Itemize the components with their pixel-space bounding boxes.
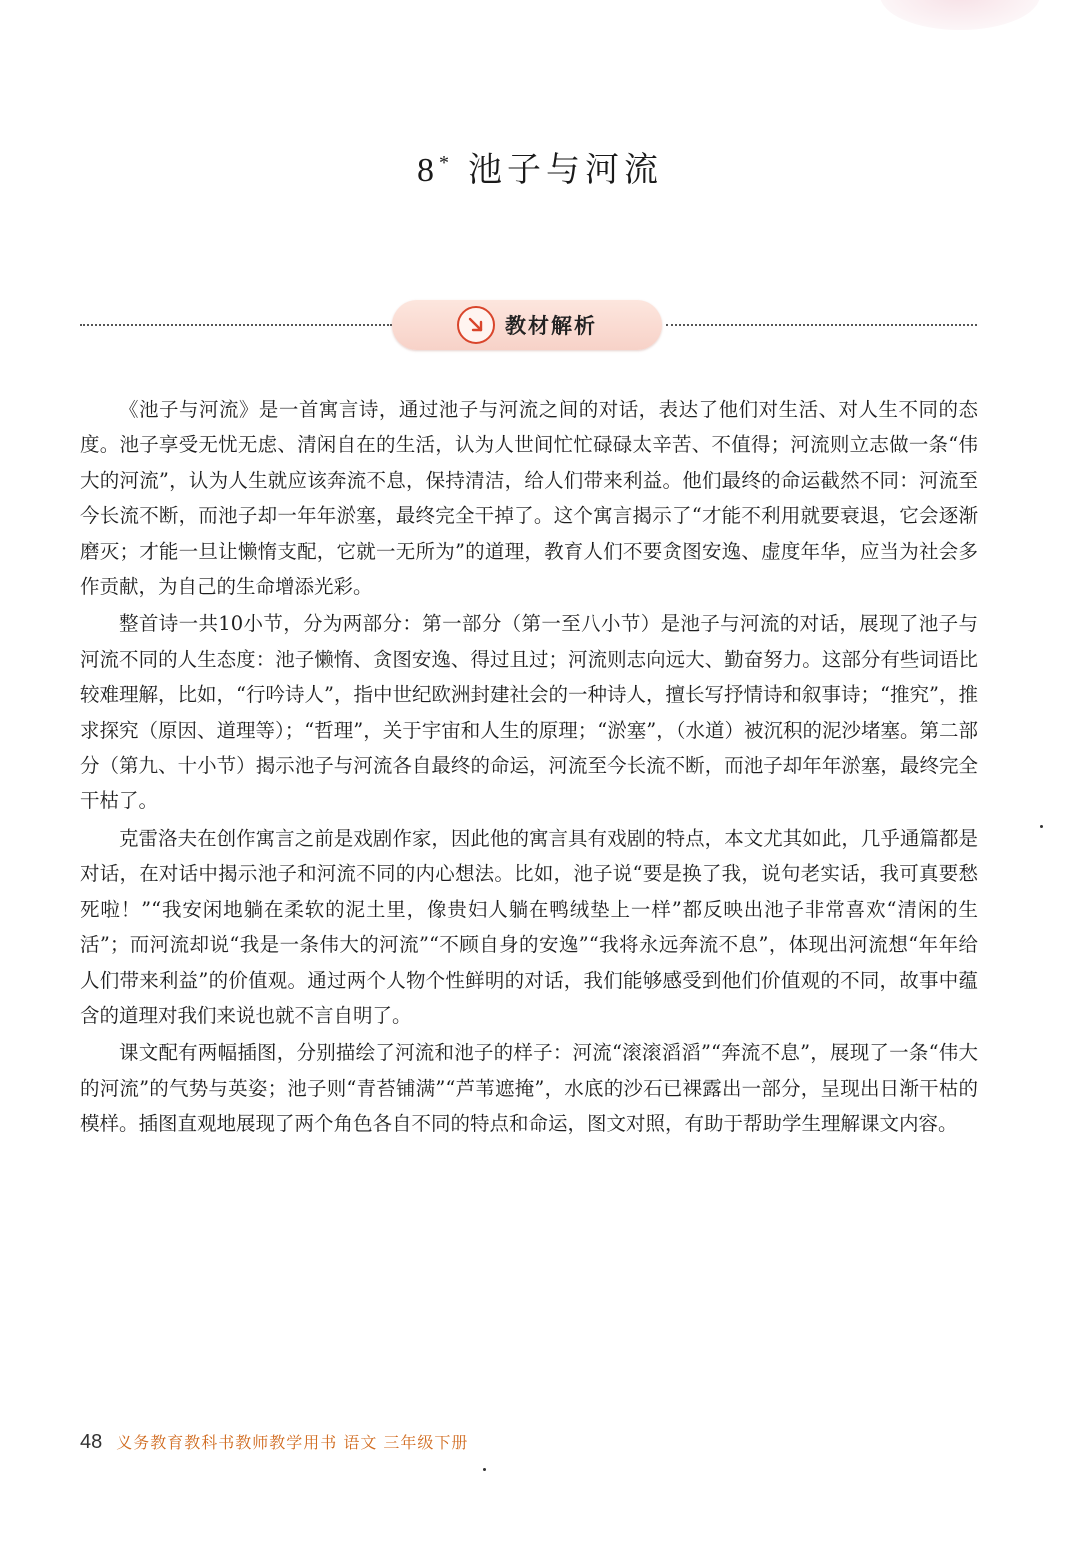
section-label: 教材解析 (505, 314, 597, 338)
lesson-number: 8 (417, 152, 439, 189)
dotted-divider-right (666, 324, 977, 326)
section-pill (392, 300, 662, 350)
page-footer (80, 1430, 468, 1454)
lesson-star: * (439, 152, 454, 174)
analysis-body (80, 392, 978, 1144)
paragraph: 课文配有两幅插图，分别描绘了河流和池子的样子：河流“滚滚滔滔”“奔流不息”，展现了一条“伟大的河流”的气势与英姿；池子则“青苔铺满”“芦苇遮掩”，水底的沙石已裸露出一部分，呈现出日渐干枯的模样。插图直观地展现了两个角色各自不同的特点和命运，图文对照，有助于帮助学生理解课文内容。 (80, 1041, 978, 1136)
page-corner-tint (880, 0, 1040, 30)
dotted-divider-left (80, 324, 392, 326)
arrow-circle-icon (457, 306, 495, 344)
paragraph: 克雷洛夫在创作寓言之前是戏剧作家，因此他的寓言具有戏剧的特点，本文尤其如此，几乎通篇都是对话，在对话中揭示池子和河流不同的内心想法。比如，池子说“要是换了我，说句老实话，我可真要愁死啦！”“我安闲地躺在柔软的泥土里，像贵妇人躺在鸭绒垫上一样”都反映出池子非常喜欢“清闲的生活”；而河流却说“我是一条伟大的河流”“不顾自身的安逸”“我将永远奔流不息”，体现出河流想“年年给人们带来利益”的价值观。通过两个人物个性鲜明的对话，我们能够感受到他们价值观的不同，故事中蕴含的道理对我们来说也就不言自明了。 (80, 826, 978, 1027)
scan-speck (1040, 825, 1043, 828)
section-header (80, 300, 977, 352)
scan-speck (483, 1468, 486, 1471)
lesson-title (0, 142, 1080, 191)
book-title: 义务教育教科书教师教学用书 语文 三年级下册 (116, 1433, 469, 1452)
page-number: 48 (80, 1431, 103, 1453)
paragraph: 整首诗一共10小节，分为两部分：第一部分（第一至八小节）是池子与河流的对话，展现了池子与河流不同的人生态度：池子懒惰、贪图安逸、得过且过；河流则志向远大、勤奋努力。这部分有些词语比较难理解，比如，“行吟诗人”，指中世纪欧洲封建社会的一种诗人，擅长写抒情诗和叙事诗；“推究”，推求探究（原因、道理等）；“哲理”，关于宇宙和人生的原理；“淤塞”，（水道）被沉积的泥沙堵塞。第二部分（第九、十小节）揭示池子与河流各自最终的命运，河流至今长流不断，而池子却年年淤塞，最终完全干枯了。 (80, 612, 978, 813)
paragraph: 《池子与河流》是一首寓言诗，通过池子与河流之间的对话，表达了他们对生活、对人生不同的态度。池子享受无忧无虑、清闲自在的生活，认为人世间忙忙碌碌太辛苦、不值得；河流则立志做一条“伟大的河流”，认为人生就应该奔流不息，保持清洁，给人们带来利益。他们最终的命运截然不同：河流至今长流不断，而池子却一年年淤塞，最终完全干掉了。这个寓言揭示了“才能不利用就要衰退，它会逐渐磨灭；才能一旦让懒惰支配，它就一无所为”的道理，教育人们不要贪图安逸、虚度年华，应当为社会多作贡献，为自己的生命增添光彩。 (80, 398, 978, 599)
lesson-title-text: 池子与河流 (468, 150, 663, 190)
